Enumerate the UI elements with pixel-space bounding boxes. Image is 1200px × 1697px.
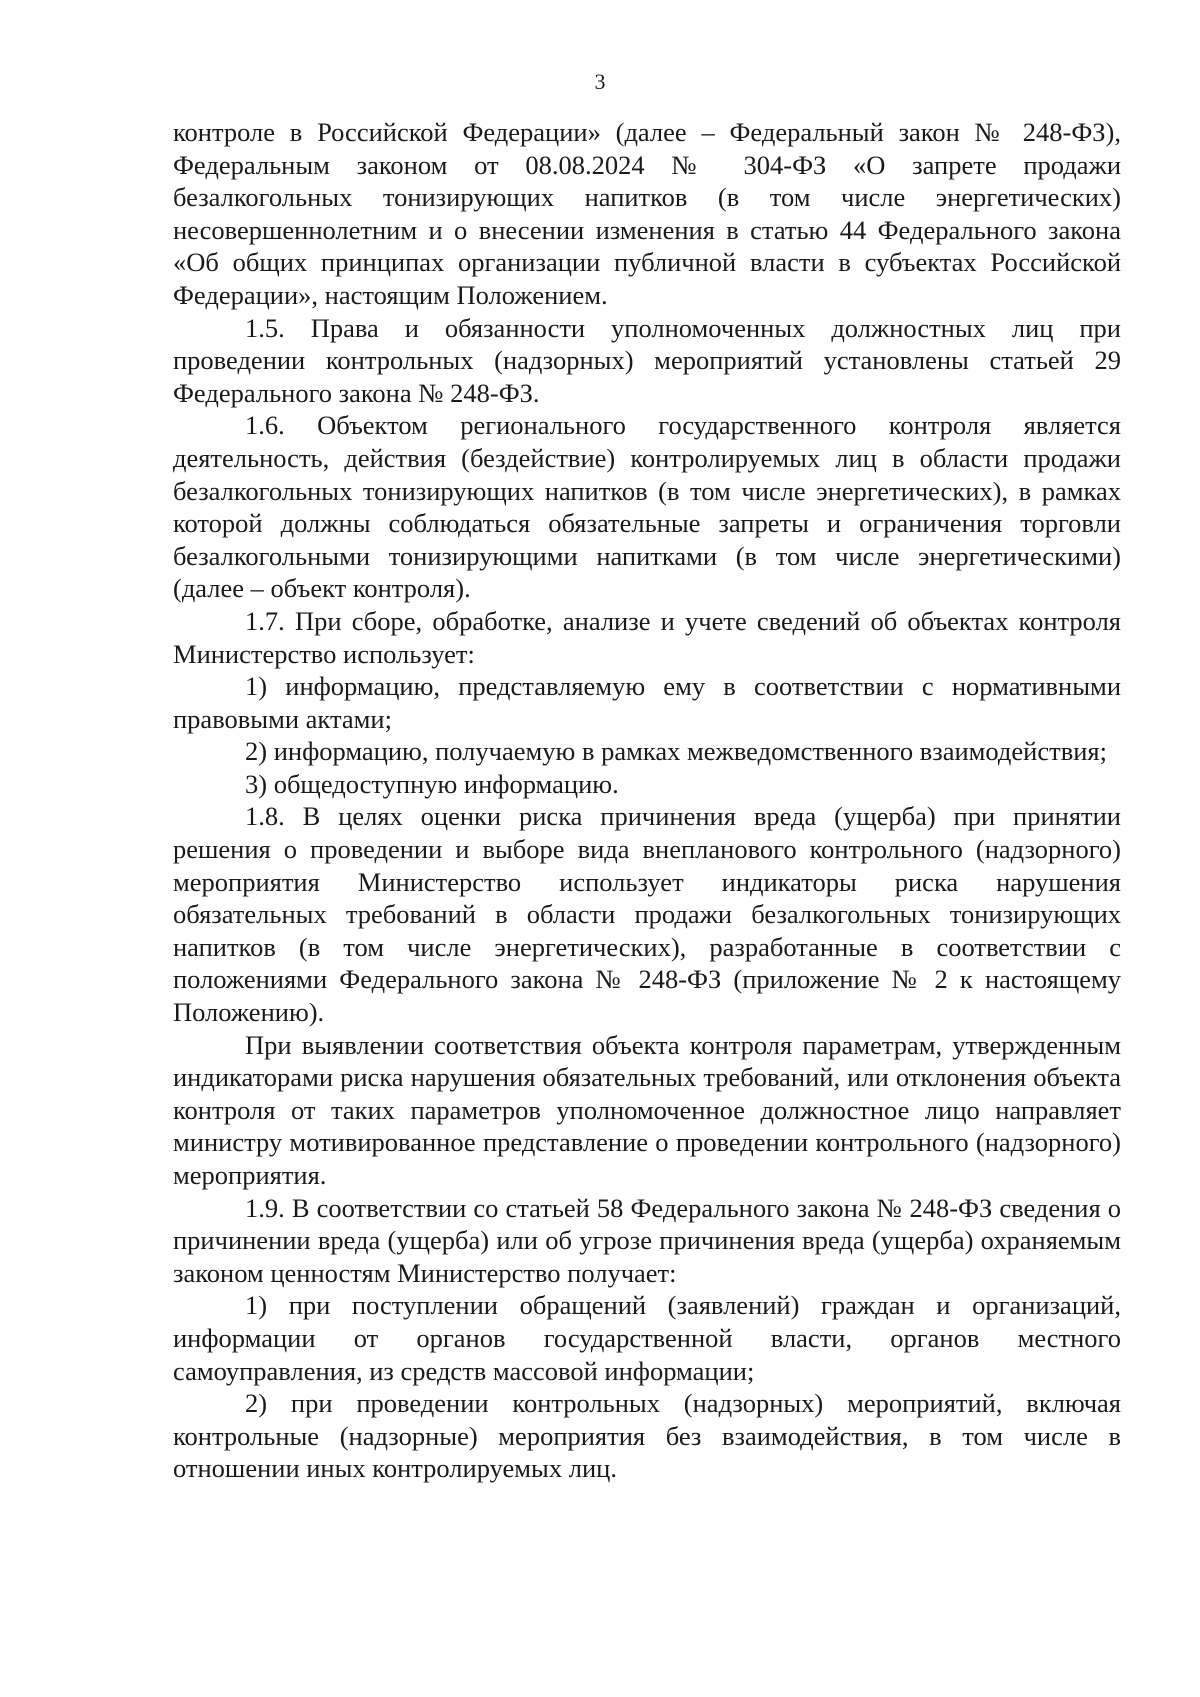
list-item-1-7-2: 2) информацию, получаемую в рамках межведомственного взаимодействия; xyxy=(245,736,1107,767)
page-number: 3 xyxy=(594,69,606,94)
paragraph-1-9: 1.9. В соответствии со статьей 58 Федерального закона № 248-ФЗ сведения о причинении вреда (ущерба) или об угрозе причинения вреда (ущерба) охраняемым законом ценностям Министерство получает: xyxy=(173,1192,1121,1288)
paragraph-1-7: 1.7. При сборе, обработке, анализе и учете сведений об объектах контроля Министерство использует: xyxy=(173,605,1121,669)
list-item-1-9-1: 1) при поступлении обращений (заявлений) граждан и организаций, информации от органов государственной власти, органов местного самоуправления, из средств массовой информации; xyxy=(173,1290,1121,1386)
list-item-1-7-1: 1) информацию, представляемую ему в соответствии с нормативными правовыми актами; xyxy=(173,671,1121,734)
document-body xyxy=(173,116,1121,1485)
list-item-1-7-3: 3) общедоступную информацию. xyxy=(245,768,619,799)
paragraph-1-8: 1.8. В целях оценки риска причинения вреда (ущерба) при принятии решения о проведении и выборе вида внепланового контрольного (надзорного) мероприятия Министерство использует индикаторы риска нарушения обязательных требований в области продажи безалкогольных тонизирующих напитков (в том числе энергетических), разработанные в соответствии с положениями Федерального закона № 248-ФЗ (приложение № 2 к настоящему Положению). xyxy=(173,801,1121,1028)
paragraph-1-6: 1.6. Объектом регионального государственного контроля является деятельность, действия (бездействие) контролируемых лиц в области продажи безалкогольных тонизирующих напитков (в том числе энергетических), в рамках которой должны соблюдаться обязательные запреты и ограничения торговли безалкогольными тонизирующими напитками (в том числе энергетическими) (далее – объект контроля). xyxy=(173,410,1121,604)
paragraph-1-8-detection: При выявлении соответствия объекта контроля параметрам, утвержденным индикаторами риска нарушения обязательных требований, или отклонения объекта контроля от таких параметров уполномоченное должностное лицо направляет министру мотивированное представление о проведении контрольного (надзорного) мероприятия. xyxy=(173,1029,1121,1190)
paragraph-continuation: контроле в Российской Федерации» (далее – Федеральный закон № 248-ФЗ), Федеральным законом от 08.08.2024 № 304-ФЗ «О запрете продажи безалкогольных тонизирующих напитков (в том числе энергетических) несовершеннолетним и о внесении изменения в статью 44 Федерального закона «Об общих принципах организации публичной власти в субъектах Российской Федерации», настоящим Положением. xyxy=(173,117,1121,310)
list-item-1-9-2: 2) при проведении контрольных (надзорных) мероприятий, включая контрольные (надзорные) мероприятия без взаимодействия, в том числе в отношении иных контролируемых лиц. xyxy=(173,1388,1121,1484)
paragraph-1-5: 1.5. Права и обязанности уполномоченных должностных лиц при проведении контрольных (надзорных) мероприятий установлены статьей 29 Федерального закона № 248-ФЗ. xyxy=(173,312,1121,408)
